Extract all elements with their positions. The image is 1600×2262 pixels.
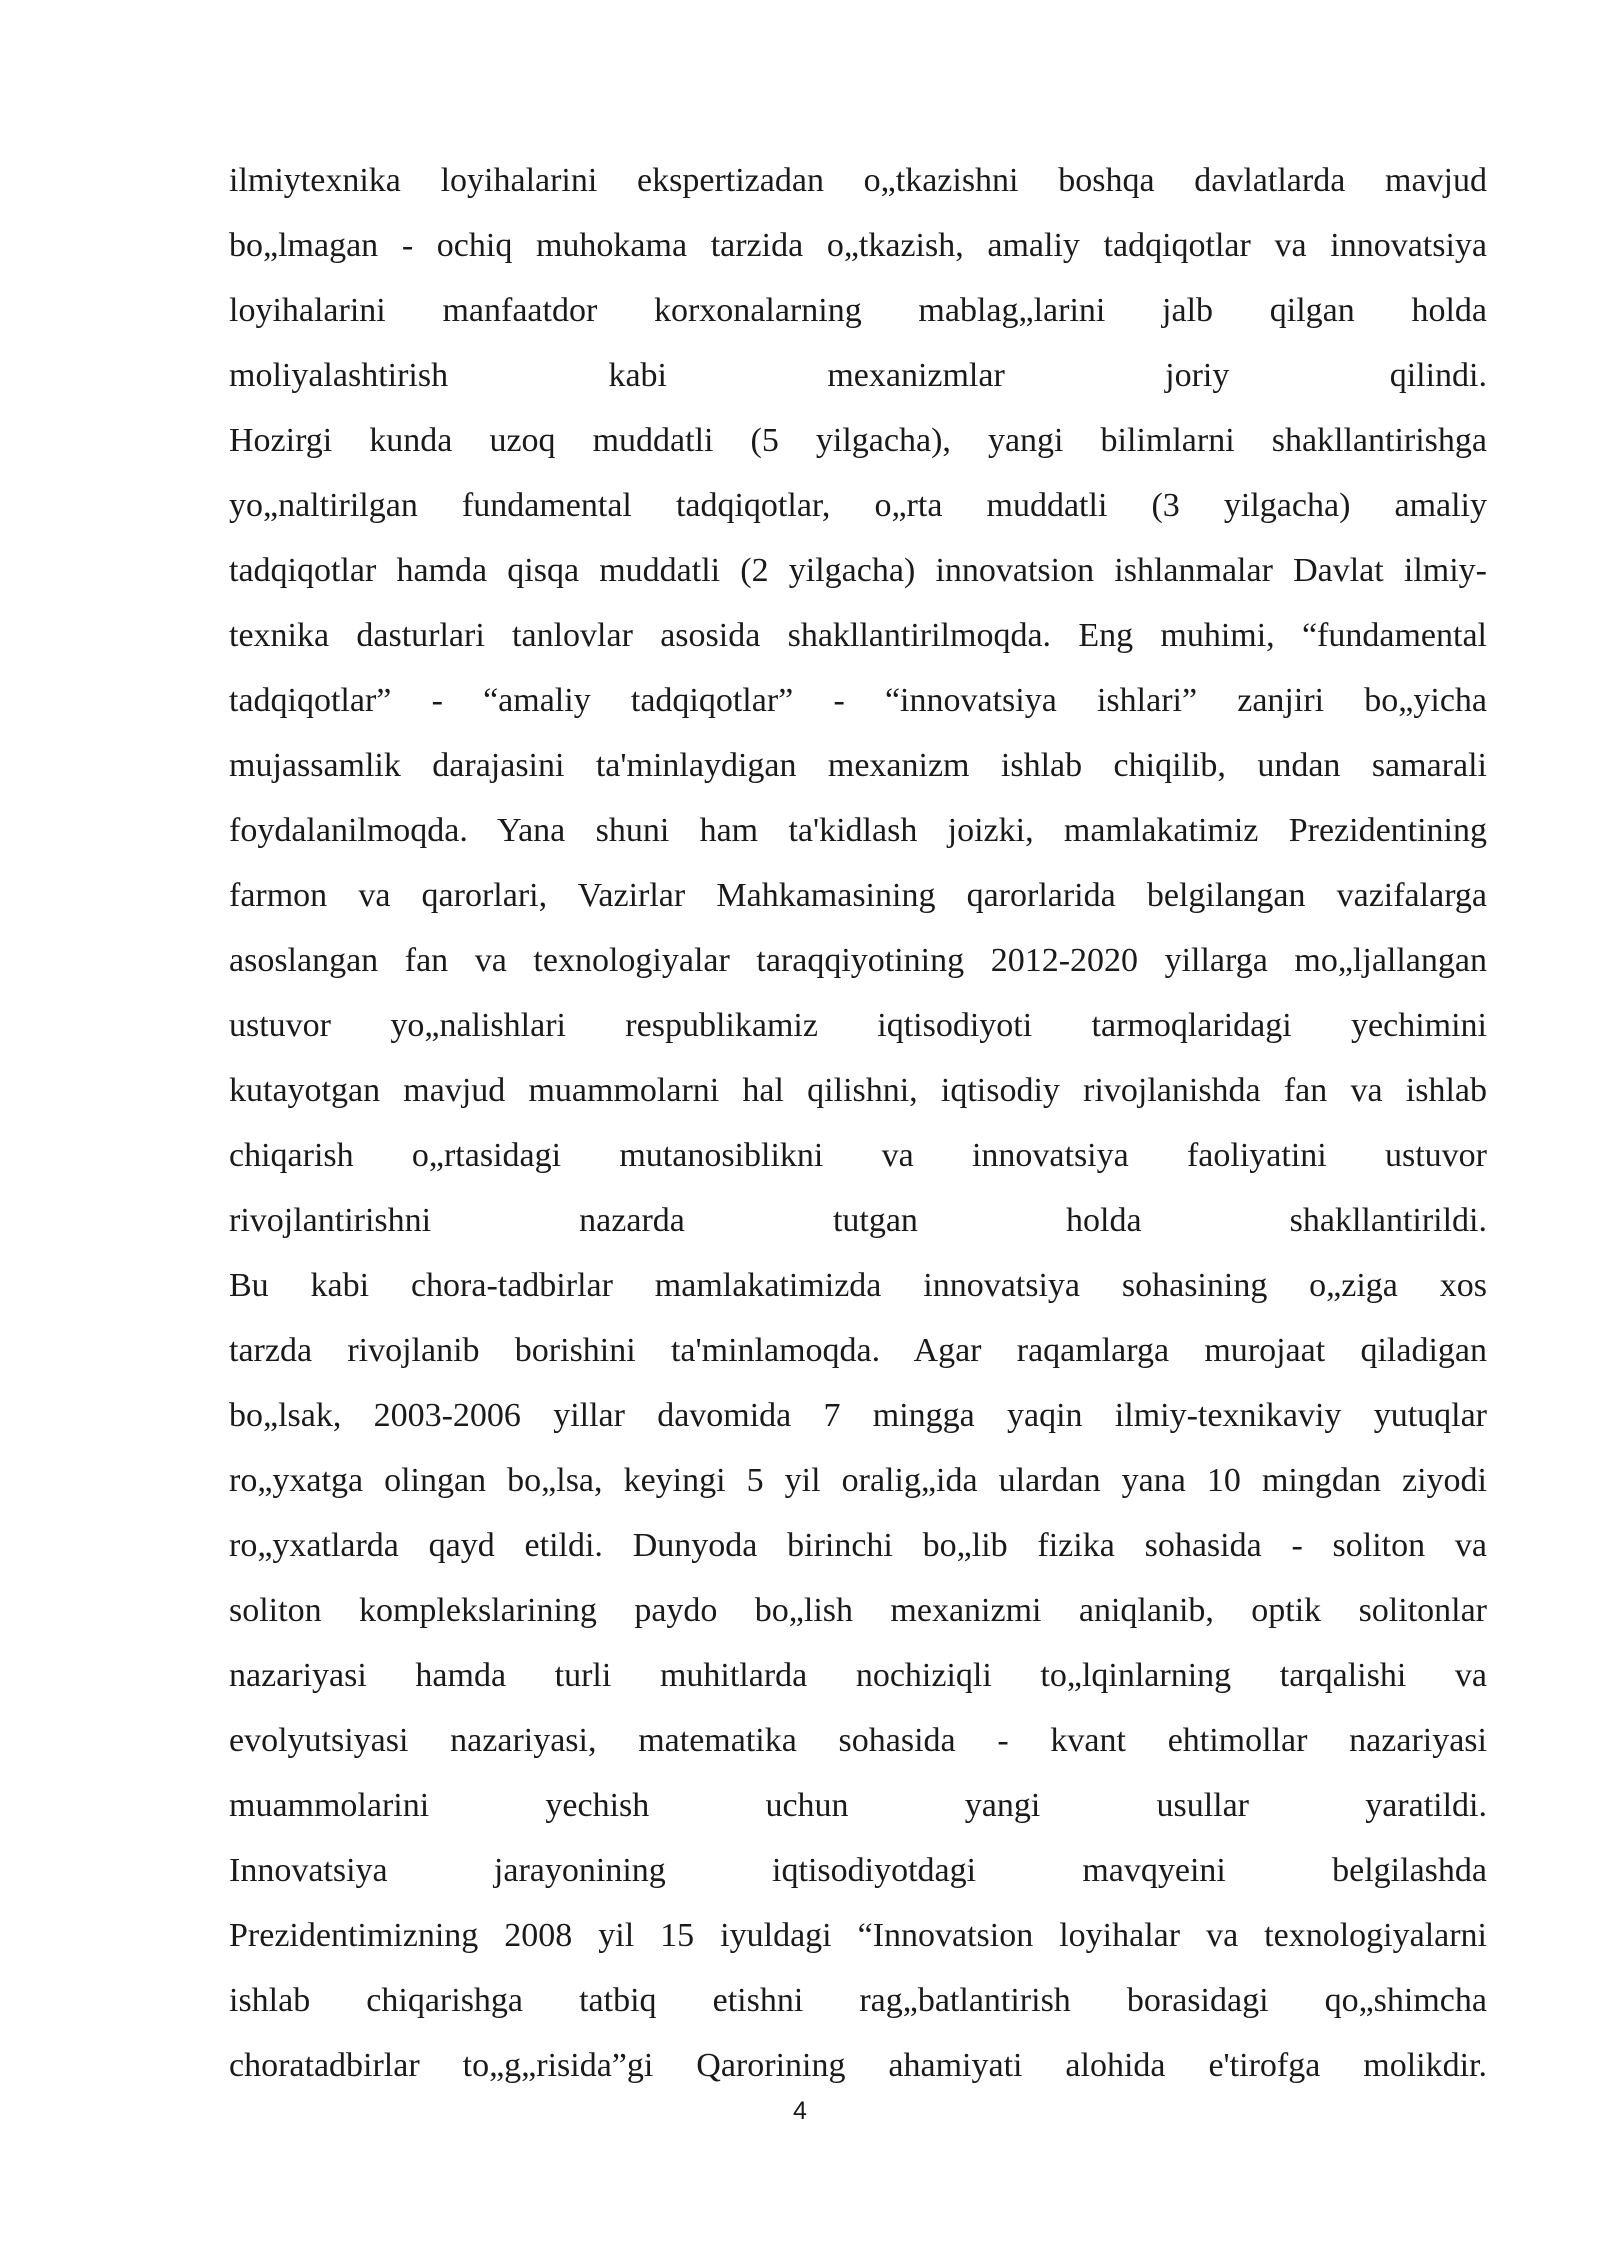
- text-line: texnika dasturlari tanlovlar asosida shakllantirilmoqda. Eng muhimi, “fundamental: [229, 617, 1487, 654]
- text-line: evolyutsiyasi nazariyasi, matematika sohasida - kvant ehtimollar nazariyasi: [229, 1722, 1487, 1759]
- text-line: Prezidentimizning 2008 yil 15 iyuldagi “Innovatsion loyihalar va texnologiyalarni: [229, 1917, 1487, 1954]
- text-line: tadqiqotlar hamda qisqa muddatli (2 yilgacha) innovatsion ishlanmalar Davlat ilmiy-: [229, 552, 1487, 589]
- text-line: choratadbirlar to„g„risida”gi Qarorining ahamiyati alohida e'tirofga molikdir.: [229, 2047, 1487, 2084]
- text-line: foydalanilmoqda. Yana shuni ham ta'kidlash joizki, mamlakatimiz Prezidentining: [229, 812, 1487, 849]
- body-text: [229, 148, 1487, 2098]
- text-line: ishlab chiqarishga tatbiq etishni rag„batlantirish borasidagi qo„shimcha: [229, 1982, 1487, 2019]
- text-line: Bu kabi chora-tadbirlar mamlakatimizda innovatsiya sohasining o„ziga xos: [229, 1267, 1487, 1304]
- text-line: Innovatsiya jarayonining iqtisodiyotdagi mavqyeini belgilashda: [229, 1852, 1487, 1889]
- text-line: tadqiqotlar” - “amaliy tadqiqotlar” - “innovatsiya ishlari” zanjiri bo„yicha: [229, 682, 1487, 719]
- text-line: ro„yxatlarda qayd etildi. Dunyoda birinchi bo„lib fizika sohasida - soliton va: [229, 1527, 1487, 1564]
- text-line: soliton komplekslarining paydo bo„lish mexanizmi aniqlanib, optik solitonlar: [229, 1592, 1487, 1629]
- text-line: bo„lmagan - ochiq muhokama tarzida o„tkazish, amaliy tadqiqotlar va innovatsiya: [229, 227, 1487, 264]
- text-line: ustuvor yo„nalishlari respublikamiz iqtisodiyoti tarmoqlaridagi yechimini: [229, 1007, 1487, 1044]
- text-line: chiqarish o„rtasidagi mutanosiblikni va innovatsiya faoliyatini ustuvor: [229, 1137, 1487, 1174]
- text-line: nazariyasi hamda turli muhitlarda nochiziqli to„lqinlarning tarqalishi va: [229, 1657, 1487, 1694]
- text-line: asoslangan fan va texnologiyalar taraqqiyotining 2012-2020 yillarga mo„ljallangan: [229, 942, 1487, 979]
- text-line: yo„naltirilgan fundamental tadqiqotlar, o„rta muddatli (3 yilgacha) amaliy: [229, 487, 1487, 524]
- text-line: bo„lsak, 2003-2006 yillar davomida 7 mingga yaqin ilmiy-texnikaviy yutuqlar: [229, 1397, 1487, 1434]
- text-line: ro„yxatga olingan bo„lsa, keyingi 5 yil oralig„ida ulardan yana 10 mingdan ziyodi: [229, 1462, 1487, 1499]
- text-line: mujassamlik darajasini ta'minlaydigan mexanizm ishlab chiqilib, undan samarali: [229, 747, 1487, 784]
- page-number: 4: [793, 2097, 807, 2125]
- text-line: Hozirgi kunda uzoq muddatli (5 yilgacha), yangi bilimlarni shakllantirishga: [229, 422, 1487, 459]
- text-line: ilmiytexnika loyihalarini ekspertizadan o„tkazishni boshqa davlatlarda mavjud: [229, 162, 1487, 199]
- text-line: loyihalarini manfaatdor korxonalarning mablag„larini jalb qilgan holda: [229, 292, 1487, 329]
- text-line: muammolarini yechish uchun yangi usullar yaratildi.: [229, 1787, 1487, 1824]
- text-line: farmon va qarorlari, Vazirlar Mahkamasining qarorlarida belgilangan vazifalarga: [229, 877, 1487, 914]
- text-line: kutayotgan mavjud muammolarni hal qilishni, iqtisodiy rivojlanishda fan va ishlab: [229, 1072, 1487, 1109]
- text-line: rivojlantirishni nazarda tutgan holda shakllantirildi.: [229, 1202, 1487, 1239]
- text-line: tarzda rivojlanib borishini ta'minlamoqda. Agar raqamlarga murojaat qiladigan: [229, 1332, 1487, 1369]
- text-line: moliyalashtirish kabi mexanizmlar joriy qilindi.: [229, 357, 1487, 394]
